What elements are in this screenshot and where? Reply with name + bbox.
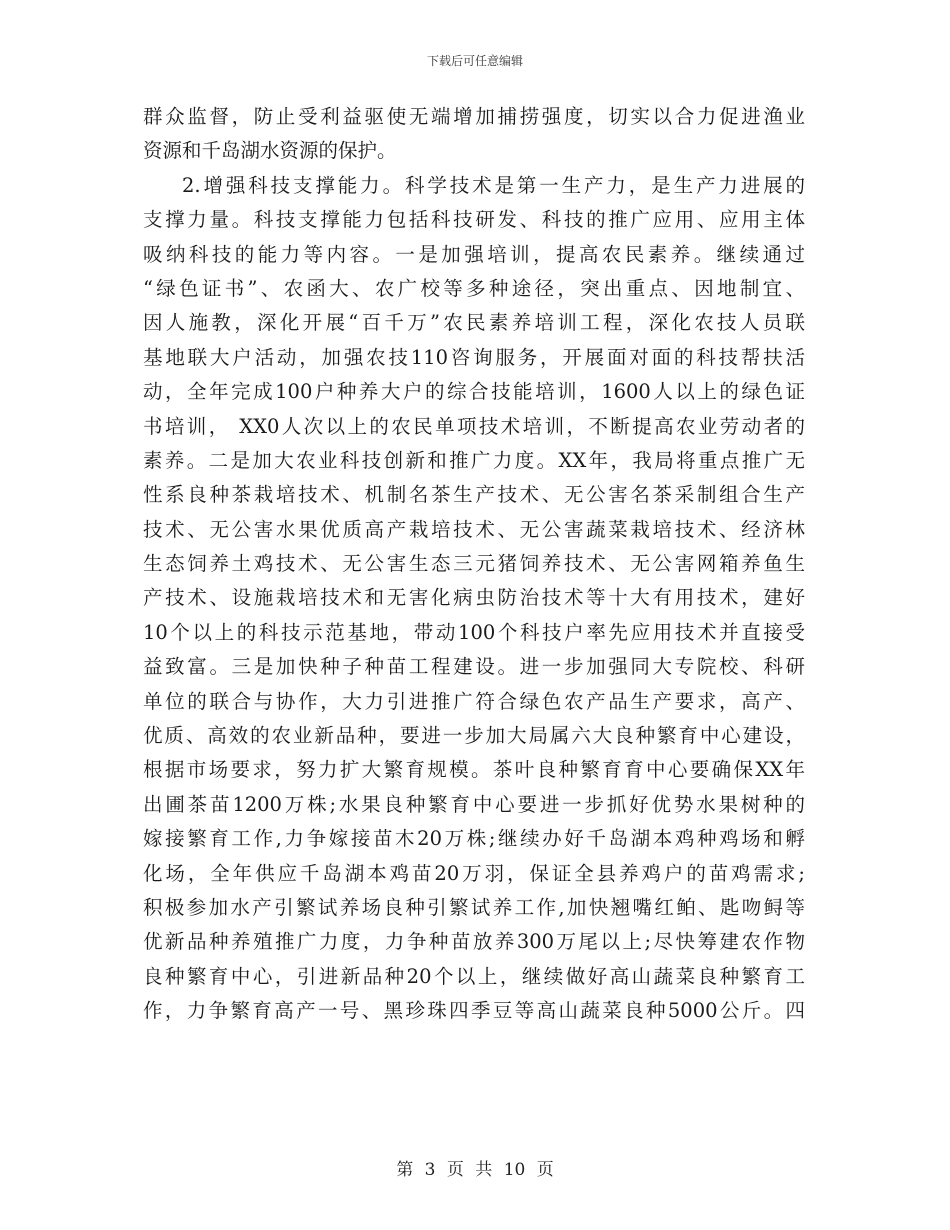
text-line: 吸纳科技的能力等内容。一是加强培训，提高农民素养。继续通过 <box>143 242 805 266</box>
text-line: 支撑力量。科技支撑能力包括科技研发、科技的推广应用、应用主体 <box>143 208 805 232</box>
text-line: 因人施教，深化开展“百千万”农民素养培训工程，深化农技人员联 <box>143 311 805 335</box>
text-line: 优质、高效的农业新品种，要进一步加大局属六大良种繁育中心建设， <box>143 724 805 748</box>
text-line: 2.增强科技支撑能力。科学技术是第一生产力，是生产力进展的 <box>182 173 805 197</box>
text-line: 优新品种养殖推广力度，力争种苗放养300万尾以上;尽快筹建农作物 <box>143 930 805 954</box>
text-line: 群众监督，防止受利益驱使无端增加捕捞强度，切实以合力促进渔业 <box>143 105 805 128</box>
text-line: 良种繁育中心，引进新品种20个以上，继续做好高山蔬菜良种繁育工 <box>143 964 805 988</box>
text-line: 单位的联合与协作，大力引进推广符合绿色农产品生产要求，高产、 <box>143 689 805 713</box>
text-line: 基地联大户活动，加强农技110咨询服务，开展面对面的科技帮扶活 <box>143 345 805 369</box>
text-line: 出圃茶苗1200万株;水果良种繁育中心要进一步抓好优势水果树种的 <box>143 792 805 816</box>
page-number-footer: 第 3 页 共 10 页 <box>396 1160 554 1180</box>
text-line: 技术、无公害水果优质高产栽培技术、无公害蔬菜栽培技术、经济林 <box>143 517 805 541</box>
text-line: 作，力争繁育高产一号、黑珍珠四季豆等高山蔬菜良种5000公斤。四 <box>143 999 805 1023</box>
text-line: 书培训， XX0人次以上的农民单项技术培训，不断提高农业劳动者的 <box>143 414 805 438</box>
text-line: “绿色证书”、农函大、农广校等多种途径，突出重点、因地制宜、 <box>143 276 805 300</box>
text-line: 化场，全年供应千岛湖本鸡苗20万羽，保证全县养鸡户的苗鸡需求; <box>143 861 805 885</box>
text-line: 根据市场要求，努力扩大繁育规模。茶叶良种繁育育中心要确保XX年 <box>143 758 805 782</box>
text-line: 性系良种茶栽培技术、机制名茶生产技术、无公害名茶采制组合生产 <box>143 483 805 507</box>
page-header-note: 下载后可任意编辑 <box>426 54 523 68</box>
text-line: 10个以上的科技示范基地，带动100个科技户率先应用技术并直接受 <box>143 620 805 644</box>
text-line: 素养。二是加大农业科技创新和推广力度。XX年，我局将重点推广无 <box>143 448 805 472</box>
text-line: 生态饲养土鸡技术、无公害生态三元猪饲养技术、无公害网箱养鱼生 <box>143 552 805 576</box>
document-body <box>143 100 805 1029</box>
text-line: 动，全年完成100户种养大户的综合技能培训，1600人以上的绿色证 <box>143 380 805 404</box>
text-line: 积极参加水产引繁试养场良种引繁试养工作,加快翘嘴红鲌、匙吻鲟等 <box>143 895 805 919</box>
text-line: 嫁接繁育工作,力争嫁接苗木20万株;继续办好千岛湖本鸡种鸡场和孵 <box>143 827 805 851</box>
text-line: 资源和千岛湖水资源的保护。 <box>143 139 397 163</box>
text-line: 产技术、设施栽培技术和无害化病虫防治技术等十大有用技术，建好 <box>143 586 805 610</box>
text-line: 益致富。三是加快种子种苗工程建设。进一步加强同大专院校、科研 <box>143 655 805 679</box>
